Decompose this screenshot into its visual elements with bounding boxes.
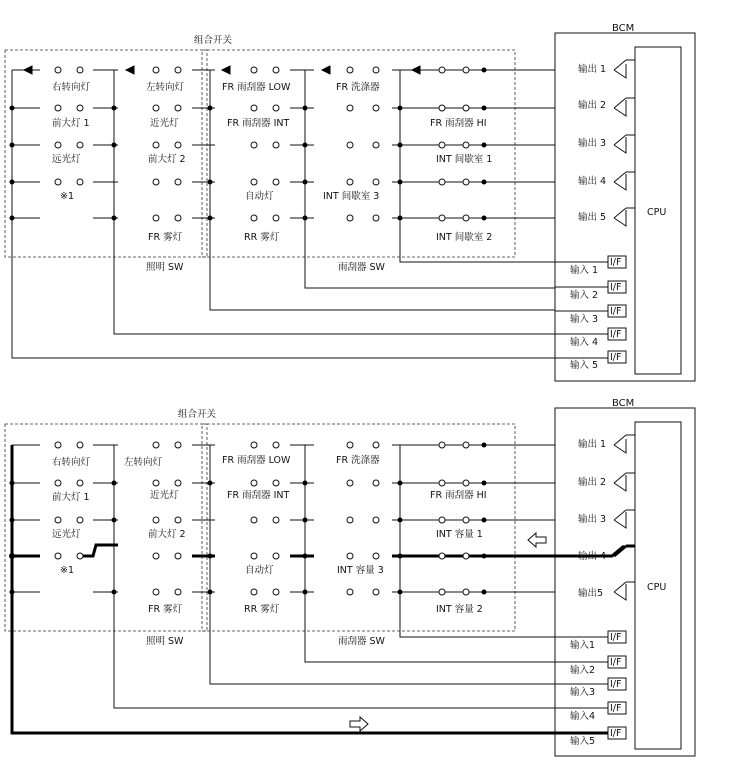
input-2-label: 输入 2: [570, 290, 599, 301]
label-fr-fog: FR 雾灯: [148, 604, 183, 615]
if-label: I/F: [610, 282, 622, 293]
label-note: ※1: [60, 565, 75, 576]
label-rr-fog: RR 雾灯: [244, 604, 280, 615]
input-2-label: 输入2: [570, 665, 596, 676]
label-int-b: INT 容量 3: [337, 565, 384, 576]
label-high-beam: 远光灯: [52, 529, 81, 540]
if-label: I/F: [610, 703, 622, 714]
if-label: I/F: [610, 352, 622, 363]
label-fr-wiper-low: FR 雨刮器 LOW: [222, 82, 291, 93]
if-label: I/F: [610, 679, 622, 690]
cpu-label: CPU: [647, 582, 667, 593]
label-front-head2: 前大灯 2: [148, 154, 186, 165]
if-label: I/F: [610, 728, 622, 739]
transistor-icons: [614, 435, 635, 600]
diode-icon: [222, 66, 230, 74]
label-fr-wiper-int: FR 雨刮器 INT: [227, 118, 290, 129]
if-boxes: [608, 256, 626, 363]
input-3-label: 输入3: [570, 687, 596, 698]
label-right-turn: 右转向灯: [52, 457, 91, 468]
label-high-beam: 远光灯: [52, 154, 81, 165]
diode-icon: [322, 66, 330, 74]
arrow-left-icon: [528, 533, 546, 547]
if-label: I/F: [610, 657, 622, 668]
input-5-label: 输入5: [570, 736, 596, 747]
output-4-label: 输出 4: [578, 176, 607, 187]
output-3-label: 输出 3: [578, 138, 607, 149]
wiper-sw-label: 雨刮器 SW: [338, 636, 385, 647]
if-label: I/F: [610, 306, 622, 317]
wiper-sw-label: 雨刮器 SW: [338, 262, 385, 273]
bcm-title: BCM: [612, 398, 635, 409]
output-2-label: 输出 2: [578, 100, 607, 111]
bcm-box: [555, 408, 695, 756]
diode-icon: [24, 66, 32, 74]
output-1-label: 输出 1: [578, 439, 607, 450]
active-signal-path: [12, 445, 624, 733]
if-boxes: [608, 631, 626, 739]
combo-switch-title: 组合开关: [194, 35, 233, 46]
arrow-right-icon: [350, 717, 368, 731]
label-fr-wiper-hi: FR 雨刮器 HI: [430, 490, 487, 501]
lighting-sw-label: 照明 SW: [146, 262, 184, 273]
diagram-top: [5, 23, 695, 381]
label-fr-wiper-low: FR 雨刮器 LOW: [222, 455, 291, 466]
label-int-a: INT 容量 1: [436, 529, 483, 540]
label-int-b: INT 间歇室 3: [323, 191, 380, 202]
label-left-turn: 左转向灯: [124, 457, 163, 468]
lighting-switch-box: [5, 424, 207, 631]
output-4-label: 输出 4: [578, 551, 607, 562]
diode-icon: [412, 66, 420, 74]
label-int-c: INT 容量 2: [436, 604, 483, 615]
if-label: I/F: [610, 257, 622, 268]
label-fr-washer: FR 洗涤器: [336, 455, 380, 466]
label-right-turn: 右转向灯: [52, 82, 91, 93]
bcm-title: BCM: [612, 23, 635, 34]
diode-icon: [126, 66, 134, 74]
cpu-label: CPU: [647, 207, 667, 218]
label-front-head1: 前大灯 1: [52, 118, 90, 129]
label-fr-wiper-int: FR 雨刮器 INT: [227, 490, 290, 501]
input-4-label: 输入 4: [570, 337, 599, 348]
if-label: I/F: [610, 632, 622, 643]
diagram-bottom: [5, 398, 695, 756]
label-note: ※1: [60, 191, 75, 202]
label-rr-fog: RR 雾灯: [244, 232, 280, 243]
bcm-box: [555, 33, 695, 381]
label-front-head2: 前大灯 2: [148, 529, 186, 540]
input-5-label: 输入 5: [570, 360, 599, 371]
label-low-beam: 近光灯: [150, 118, 179, 129]
lighting-sw-label: 照明 SW: [146, 636, 184, 647]
transistor-icons: [614, 60, 635, 226]
combo-switch-title: 组合开关: [178, 409, 217, 420]
output-5-label: 输出5: [578, 588, 604, 599]
if-label: I/F: [610, 329, 622, 340]
input-3-label: 输入 3: [570, 314, 599, 325]
input-1-label: 输入 1: [570, 265, 599, 276]
output-3-label: 输出 3: [578, 514, 607, 525]
label-fr-wiper-hi: FR 雨刮器 HI: [430, 118, 487, 129]
label-fr-washer: FR 洗涤器: [336, 82, 380, 93]
output-5-label: 输出 5: [578, 212, 607, 223]
output-1-label: 输出 1: [578, 64, 607, 75]
label-auto-light: 自动灯: [245, 191, 274, 202]
label-low-beam: 近光灯: [150, 490, 179, 501]
label-fr-fog: FR 雾灯: [148, 232, 183, 243]
label-int-a: INT 间歇室 1: [436, 154, 493, 165]
label-left-turn: 左转向灯: [146, 82, 185, 93]
label-auto-light: 自动灯: [245, 565, 274, 576]
output-2-label: 输出 2: [578, 477, 607, 488]
label-front-head1: 前大灯 1: [52, 492, 90, 503]
input-4-label: 输入4: [570, 711, 596, 722]
input-1-label: 输入1: [570, 640, 596, 651]
label-int-c: INT 间歇室 2: [436, 232, 493, 243]
